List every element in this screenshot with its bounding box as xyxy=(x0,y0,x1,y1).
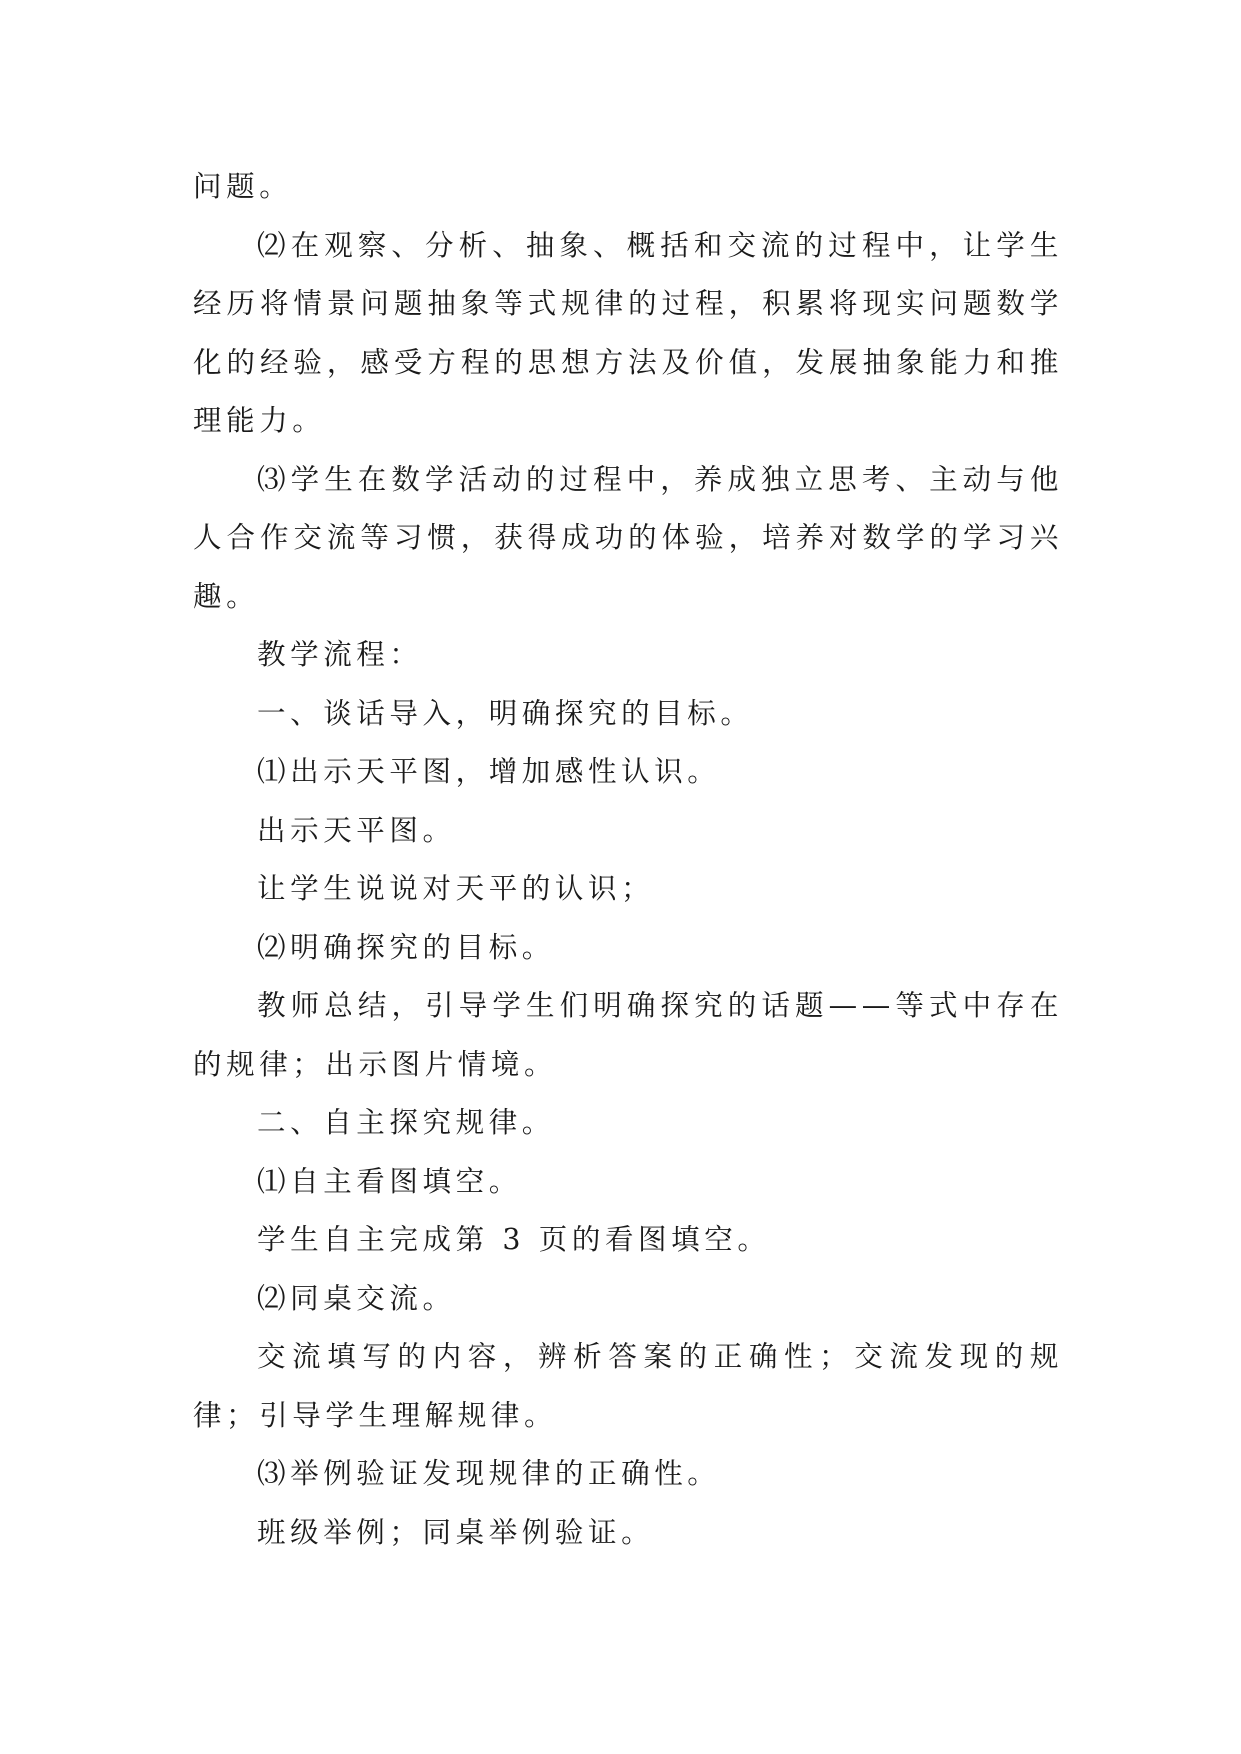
paragraph: ⑵同桌交流。 xyxy=(257,1281,456,1315)
paragraph: 班级举例；同桌举例验证。 xyxy=(257,1515,655,1549)
paragraph: 让学生说说对天平的认识； xyxy=(257,872,655,905)
paragraph: ⑴自主看图填空。 xyxy=(257,1164,522,1198)
paragraph: ⑴出示天平图，增加感性认识。 xyxy=(257,755,721,788)
paragraph: 教师总结，引导学生们明确探究的话题——等式中存在的规律；出示图片情境。 xyxy=(193,989,1063,1081)
paragraph: ⑵明确探究的目标。 xyxy=(257,930,555,964)
paragraph: 学生自主完成第 3 页的看图填空。 xyxy=(257,1223,771,1256)
section-heading: 教学流程： xyxy=(257,638,423,671)
document-body xyxy=(193,158,1063,1562)
section-heading: 一、谈话导入，明确探究的目标。 xyxy=(257,696,754,730)
paragraph: 问题。 xyxy=(193,170,293,203)
paragraph: ⑶举例验证发现规律的正确性。 xyxy=(257,1457,721,1490)
paragraph: 出示天平图。 xyxy=(257,813,456,847)
paragraph: 交流填写的内容，辨析答案的正确性；交流发现的规律；引导学生理解规律。 xyxy=(193,1340,1063,1432)
section-heading: 二、自主探究规律。 xyxy=(257,1106,555,1139)
paragraph: ⑶学生在数学活动的过程中，养成独立思考、主动与他人合作交流等习惯，获得成功的体验，培养对数学的学习兴趣。 xyxy=(193,462,1063,613)
paragraph: ⑵在观察、分析、抽象、概括和交流的过程中，让学生经历将情景问题抽象等式规律的过程，积累将现实问题数学化的经验，感受方程的思想方法及价值，发展抽象能力和推理能力。 xyxy=(193,228,1063,437)
